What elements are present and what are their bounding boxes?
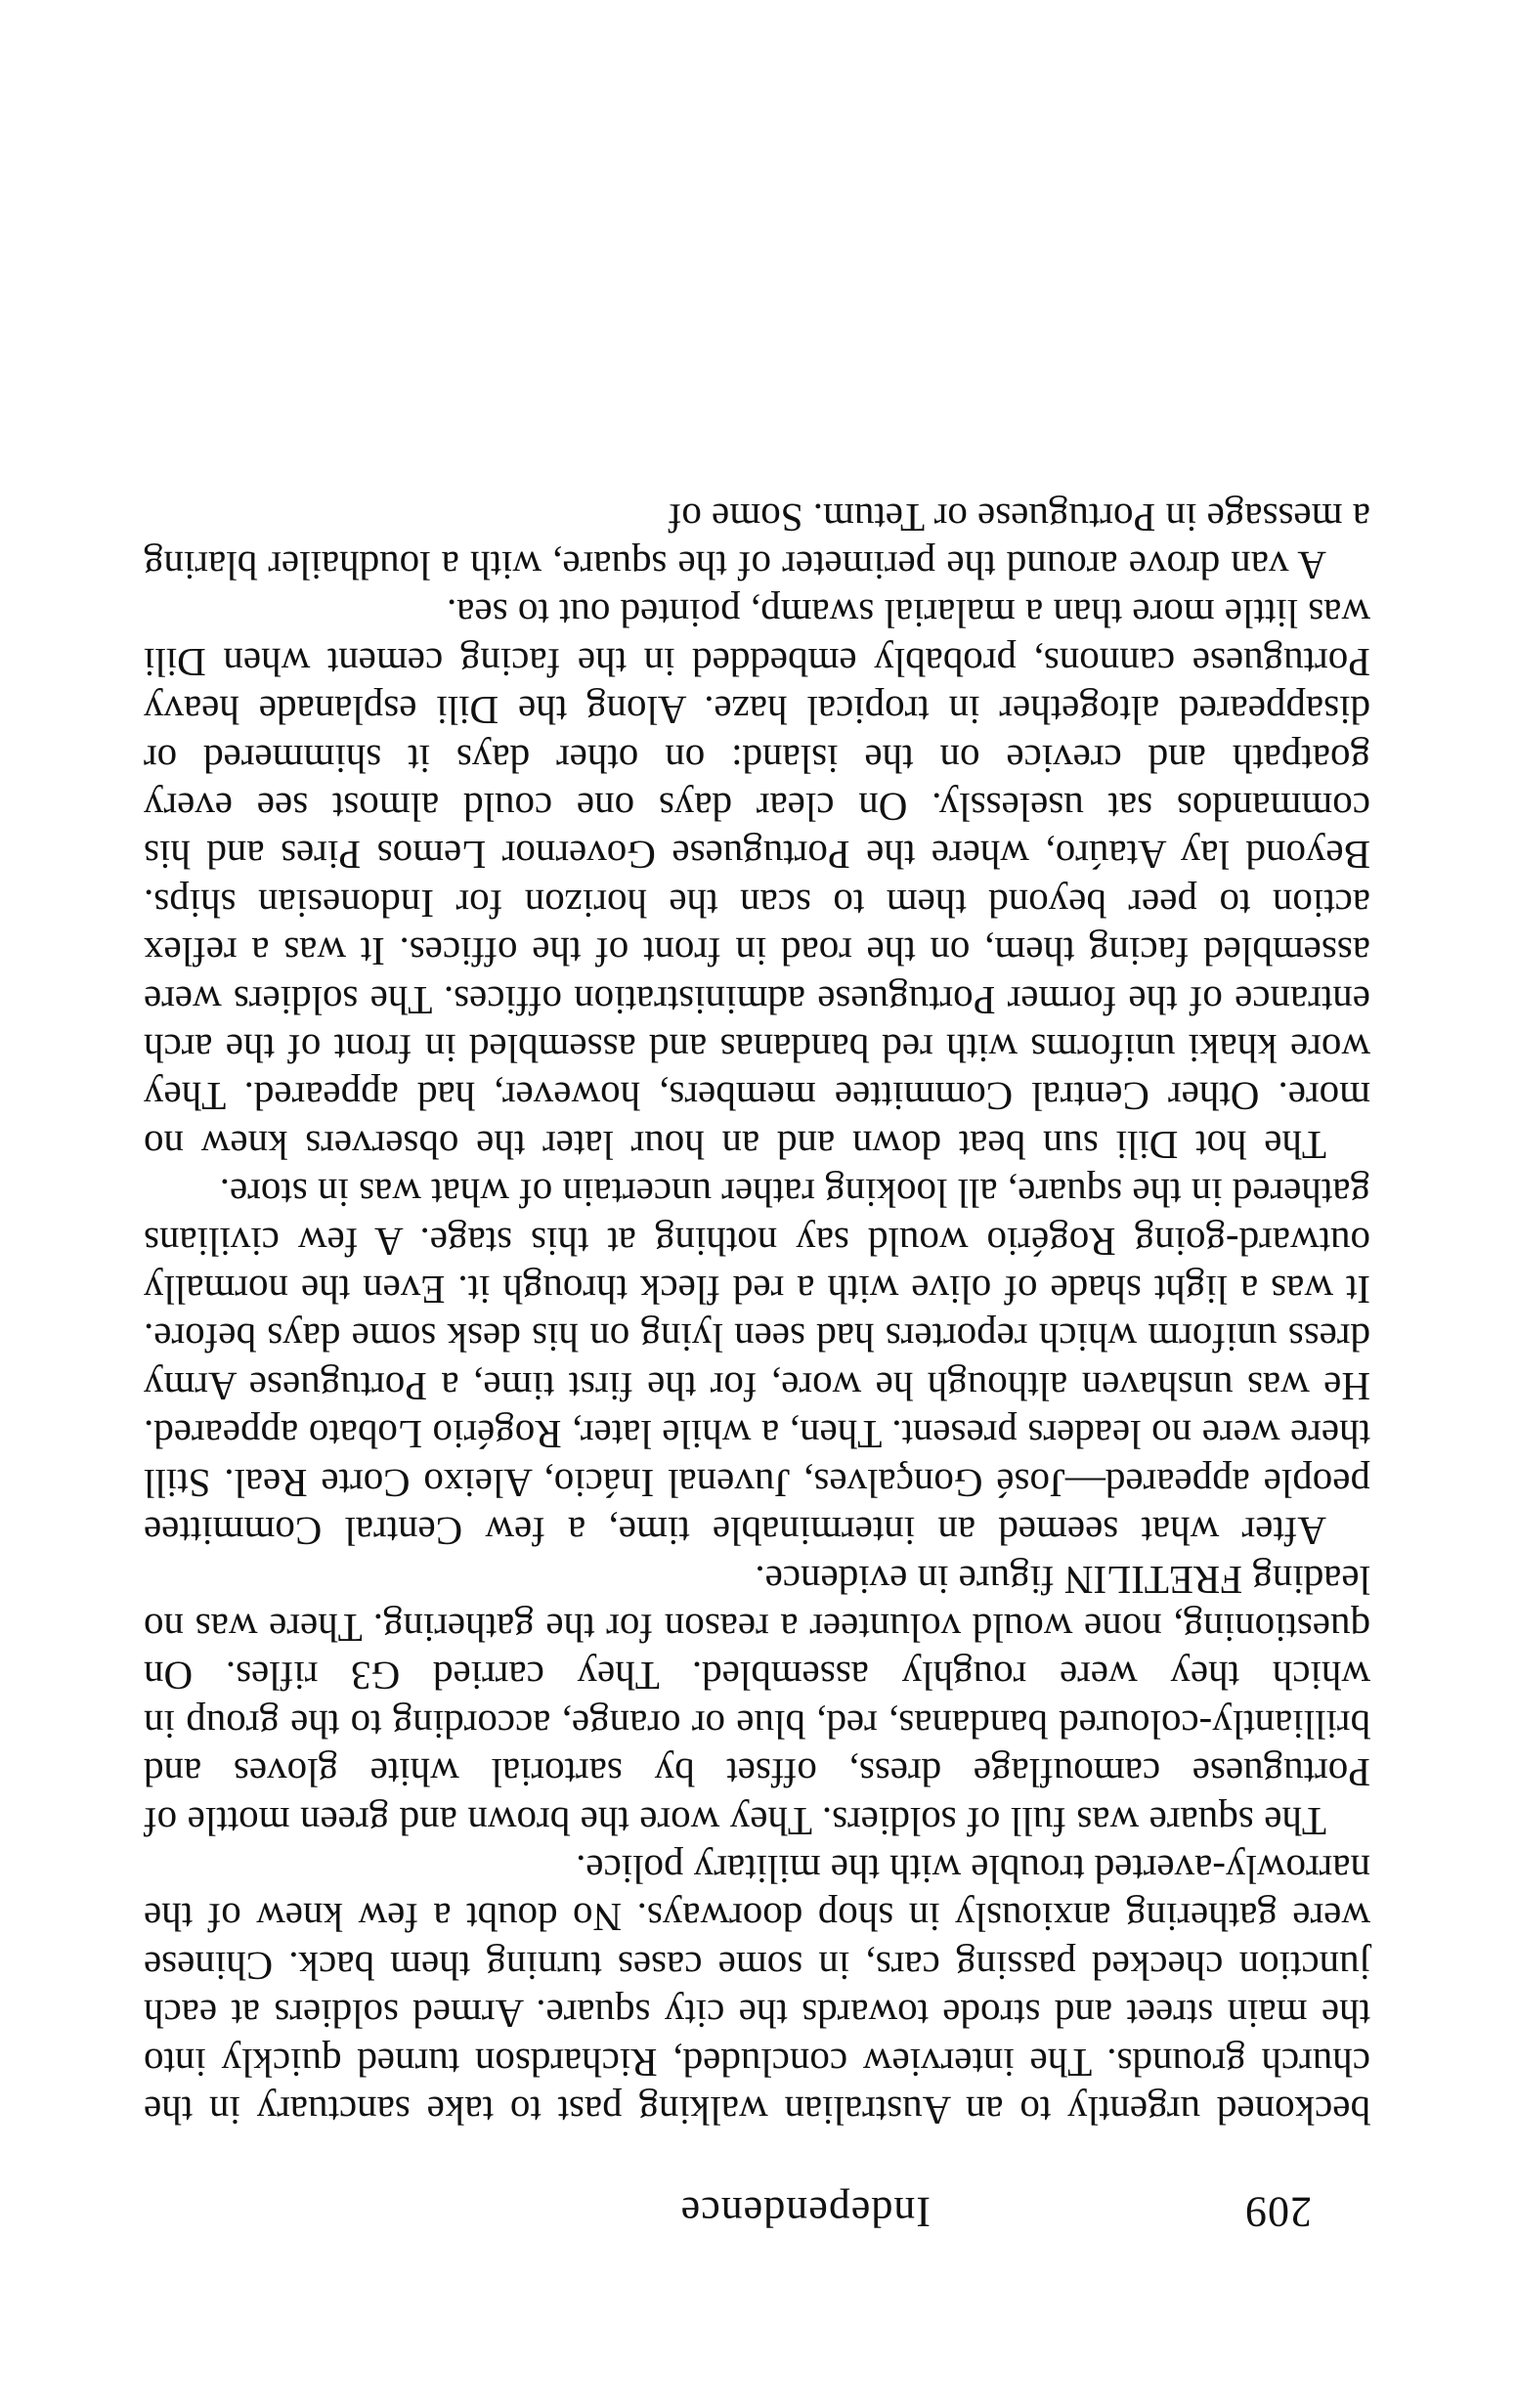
- running-title: Independence: [679, 2188, 931, 2236]
- body-text: [144, 493, 1370, 2134]
- paragraph-dili-sun: The hot Dili sun beat down and an hour later the observers knew no more. Other Central Committee members, however, had appeared. They wore khaki uniforms with red bandanas and assembled in front of the arch entrance of the former Portuguese administration offices. The soldiers were assembled facing them, on the road in front of the offices. It was a reflex action to peer beyond them to scan the horizon for Indonesian ships. Beyond lay Ataúro, where the Portuguese Governor Lemos Pires and his commandos sat uselessly. On clear days one could almost see every goatpath and crevice on the island: on other days it shimmered or disappeared altogether in tropical haze. Along the Dili esplanade heavy Portuguese cannons, probably embedded in the facing cement when Dili was little more than a malarial swamp, pointed out to sea.: [144, 591, 1370, 1168]
- paragraph-square: The square was full of soldiers. They wore the brown and green mottle of Portuguese camouflage dress, offset by sartorial white gloves and brilliantly-coloured bandanas, red, blue or orange, according to the group in which they were roughly assembled. They carried G3 rifles. On questioning, none would volunteer a reason for the gathering. There was no leading FRETILIN figure in evidence.: [144, 1557, 1370, 1844]
- page-number: 209: [1244, 2188, 1312, 2236]
- paragraph-van: A van drove around the perimeter of the square, with a loudhailer blaring a message in Portuguese or Tetum. Some of: [144, 494, 1370, 588]
- paragraph-continued: beckoned urgently to an Australian walking past to take sanctuary in the church grounds. The interview concluded, Richardson turned quickly into the main street and strode towards the city square. Armed soldiers at each junction checked passing cars, in some cases turning them back. Chinese were gathering anxiously in shop doorways. No doubt a few knew of the narrowly-averted trouble with the military police.: [144, 1846, 1370, 2133]
- running-head: [144, 2178, 1312, 2237]
- paragraph-central-committee: After what seemed an interminable time, a few Central Committee people appeared—José Gonçalves, Juvenal Inácio, Aleixo Corte Real. Still there were no leaders present. Then, a while later, Rogério Lobato appeared. He was unshaven although he wore, for the first time, a Portuguese Army dress uniform which reporters had seen lying on his desk some days before. It was a light shade of olive with a red fleck through it. Even the normally outward-going Rogério would say nothing at this stage. A few civilians gathered in the square, all looking rather uncertain of what was in store.: [144, 1171, 1370, 1555]
